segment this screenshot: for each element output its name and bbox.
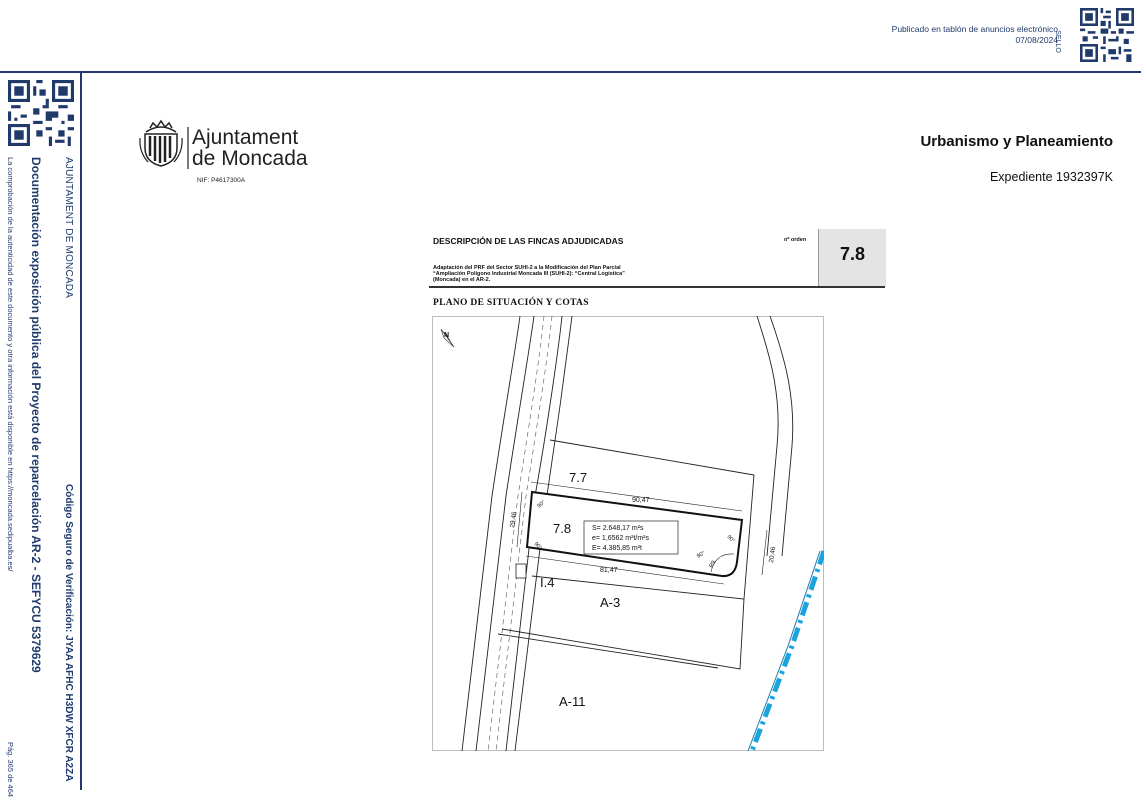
margin-ajuntament: AJUNTAMENT DE MONCADA xyxy=(63,157,74,299)
header-rule xyxy=(0,71,1141,73)
orden-label: nº orden xyxy=(784,237,807,243)
angle-label: 90° xyxy=(536,499,547,510)
plano-title: PLANO DE SITUACIÓN Y COTAS xyxy=(433,298,589,308)
situation-map xyxy=(432,316,824,751)
angle-label: 90° xyxy=(696,550,707,560)
logo-divider xyxy=(187,127,189,169)
qr-code-icon xyxy=(1080,8,1134,62)
dimension-label: 20,46 xyxy=(768,546,778,564)
description-title: DESCRIPCIÓN DE LAS FINCAS ADJUDICADAS xyxy=(433,236,624,246)
description-rule xyxy=(429,286,885,288)
publication-date: 07/08/2024 xyxy=(1015,35,1058,45)
orden-value: 7.8 xyxy=(839,244,866,264)
publication-text: Publicado en tablón de anuncios electrónico xyxy=(891,24,1058,34)
coat-of-arms-icon xyxy=(136,118,186,168)
parcel-label: 7.8 xyxy=(553,521,572,536)
expediente-number: Expediente 1932397K xyxy=(989,170,1113,184)
dimension-label: 81,47 xyxy=(600,567,618,574)
publication-stamp xyxy=(892,24,1058,46)
nif: NIF: P4617300A xyxy=(197,177,246,184)
parcel-label: A-3 xyxy=(600,595,621,610)
dimension-label: 90,47 xyxy=(632,497,650,504)
angle-label: 90° xyxy=(725,534,736,545)
qr-code-icon xyxy=(8,80,74,146)
municipality-name: Ajuntament de Moncada xyxy=(192,126,308,170)
buildable-value: E= 4.385,85 m²t xyxy=(592,545,643,552)
orden-cell xyxy=(818,229,886,286)
surface-info-box xyxy=(584,521,678,554)
parcel-label: I.4 xyxy=(540,575,555,590)
description-subtitle: Adaptación del PRF del Sector SUHI-2 a la Modificación del Plan Parcial “Ampliación Polígono Industrial Moncada III (SUHI-2): “Central Logística” (Moncada) en el AR-2. xyxy=(433,265,625,283)
margin-rule xyxy=(80,72,82,790)
sello-label: SELLO xyxy=(1053,30,1061,53)
dimension-label: 29,46 xyxy=(509,511,519,529)
margin-authenticity-note[interactable]: La comprobación de la autenticidad de este documento y otra información está disponible en https://moncada.sedipualba.es/ xyxy=(6,157,15,572)
department-title: Urbanismo y Planeamiento xyxy=(920,133,1113,150)
angle-label: 90° xyxy=(532,541,543,552)
margin-verification-code: Código Seguro de Verificación: JYAA AFHC H3DW XFCR A2ZA xyxy=(63,484,74,782)
margin-document-title: Documentación exposición pública del Proyecto de reparcelación AR-2 - SEFYCU 5379629 xyxy=(29,157,43,673)
edificability-value: e= 1,6562 m²t/m²s xyxy=(592,535,649,542)
parcel-label: 7.7 xyxy=(569,470,588,485)
parcel-label: A-11 xyxy=(559,694,586,709)
page-number: Pág. 365 de 464 xyxy=(6,742,15,798)
radius-label: R9 xyxy=(708,559,718,569)
svg-text:N: N xyxy=(444,332,450,339)
surface-value: S= 2.648,17 m²s xyxy=(592,525,644,532)
